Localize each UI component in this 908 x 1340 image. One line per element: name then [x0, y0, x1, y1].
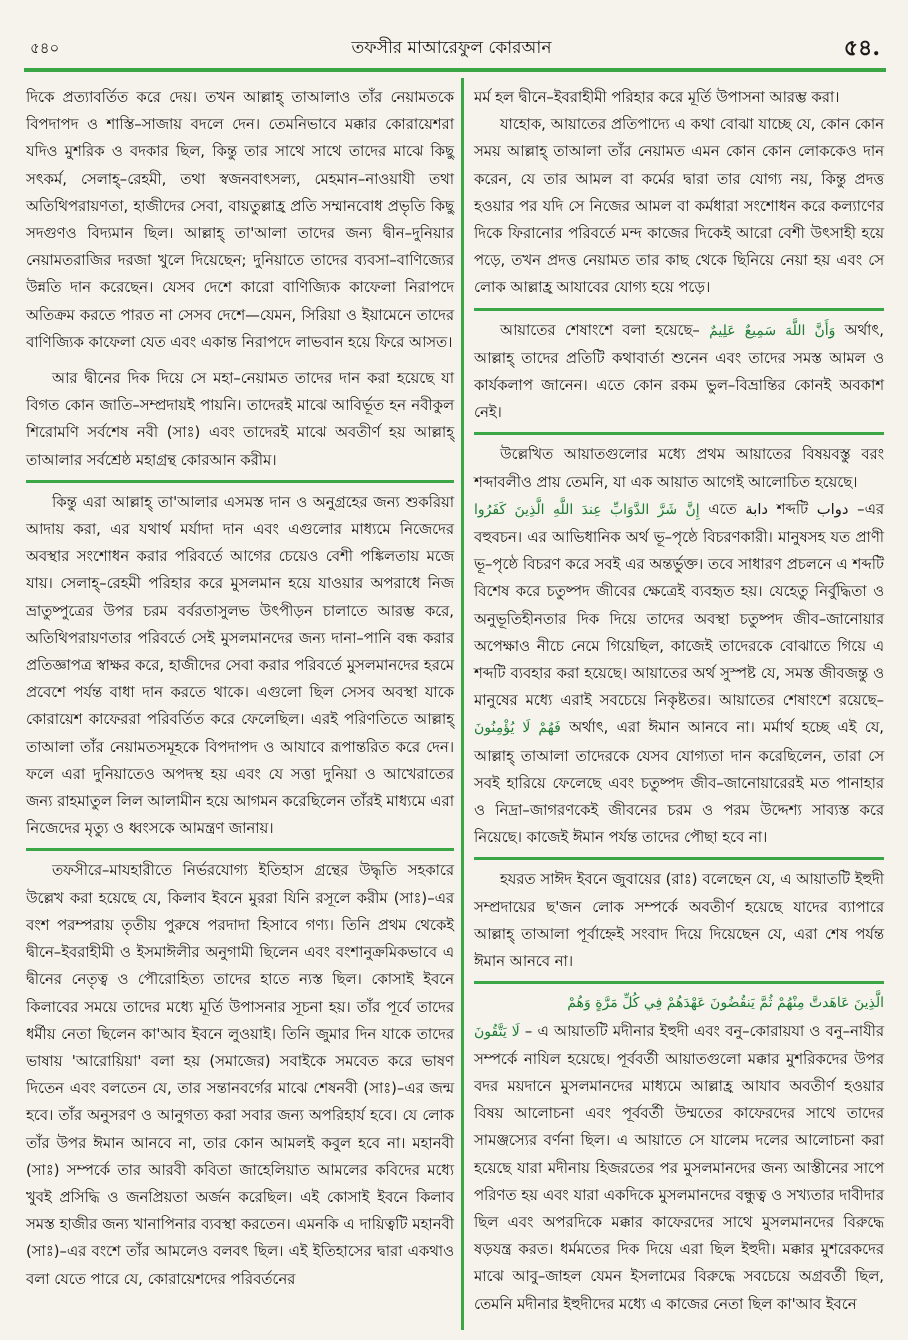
left-column — [26, 84, 454, 1293]
arabic-verse-5: لَا يَتَّقُونَ — [474, 1023, 520, 1040]
right-paragraph-5-body: বহুবচন। এর আভিধানিক অর্থ ভূ–পৃষ্ঠে বিচরণকারী। মানুষসহ যত প্রাণী ভূ–পৃষ্ঠে বিচরণ করে সবই এর অন্তর্ভুক্ত। তবে সাধারণ প্রচলনে এ শব্দটি বিশেষ করে চতুষ্পদ জীবের ক্ষেত্রেই ব্যবহৃত হয়। যেহেতু নির্বুদ্ধিতা ও অনুভূতিহীনতার দিক দিয়ে তাদের অবস্থা চতুষ্পদ জীব–জানোয়ার অপেক্ষাও নীচে নেমে গিয়েছিল, কাজেই তাদেরকে বোঝাতে গিয়ে এ শব্দটি ব্যবহার করা হয়েছে। আয়াতের অর্থ সুস্পষ্ট যে, সমস্ত জীবজন্তু ও মানুষের মধ্যে এরাই সবচেয়ে নিকৃষ্টতর। আয়াতের শেষাংশে রয়েছে– — [474, 529, 884, 710]
page-number-right: ৫৪. — [843, 34, 880, 61]
right-paragraph-3 — [474, 317, 884, 427]
right-column — [474, 84, 884, 1318]
right-paragraph-2: যাহোক, আয়াতের প্রতিপাদ্যে এ কথা বোঝা যাচ্ছে যে, কোন কোন সময় আল্লাহ্ তাআলা তাঁর নেয়ামত এমন কোন কোন লোককেও দান করেন, যে তার আমল বা কর্মের দ্বারা তার যোগ্য নয়, কিন্তু প্রদত্ত হওয়ার পর যদি সে নিজের আমল বা কর্মধারা সংশোধন করে কল্যাণের দিকে ফিরানোর পরিবর্তে মন্দ কাজের দিকেই আরো বেশী উৎসাহী হয়ে পড়ে, তখন প্রদত্ত নেয়ামত তার কাছ থেকে ছিনিয়ে নেয়া হয় এবং সে লোক আল্লাহ্র আযাবের যোগ্য হয়ে পড়ে। — [474, 116, 884, 297]
header-rule — [24, 68, 886, 72]
paragraph-rule — [474, 981, 884, 984]
page-header — [30, 34, 880, 64]
left-paragraph-3: কিন্তু এরা আল্লাহ্ তা'আলার এসমস্ত দান ও অনুগ্রহের জন্য শুকরিয়া আদায় করা, এর যথার্থ মর্যাদা দান এবং এগুলোর মাধ্যমে নিজেদের অবস্থার সংশোধন করার পরিবর্তে আগের চেয়েও বেশী পঙ্কিলতায় মজে যায়। সেলাহ্–রেহমী পরিহার করে মুসলমান হয়ে যাওয়ার অপরাধে নিজ ভ্রাতুষ্পুত্রের উপর চরম বর্বরতাসুলভ উৎপীড়ন চালাতে আরম্ভ করে, অতিথিপরায়ণতার পরিবর্তে সেই মুসলমানদের জন্য দানা–পানি বন্ধ করার প্রতিজ্ঞাপত্র স্বাক্ষর করে, হাজীদের সেবা করার পরিবর্তে মুসলমানদের হরমে প্রবেশে পর্যন্ত বাধা দান করতে থাকে। এগুলো ছিল সেসব অবস্থা যাকে কোরায়েশ কাফেররা পরিবর্তিত করে ফেলেছিল। এরই পরিণতিতে আল্লাহ্ তাআলা তাঁর নেয়ামতসমূহকে বিপদাপদ ও আযাবে রূপান্তরিত করে দেন। ফলে এরা দুনিয়াতেও অপদস্থ হয় এবং যে সত্তা দুনিয়া ও আখেরাতের জন্য রাহমাতুল লিল আলামীন হয়ে আগমন করেছিলেন তাঁরই মাধ্যমে এরা নিজেদের মৃত্যু ও ধ্বংসকে আমন্ত্রণ জানায়। — [26, 493, 454, 838]
book-title: তফসীর মাআরেফুল কোরআন — [351, 38, 552, 58]
arabic-verse-3: فَهُمْ لَا يُؤْمِنُونَ — [474, 720, 561, 737]
right-paragraph-7 — [474, 990, 884, 1317]
arabic-verse-1: وَأَنَّ اللَّهَ سَمِيعٌ عَلِيمٌ — [709, 322, 836, 339]
arabic-verse-2: إِنَّ شَرَّ الدَّوَابِّ عِندَ اللَّهِ الَّذِينَ كَفَرُوا — [474, 501, 700, 518]
paragraph-rule — [26, 480, 454, 483]
right-paragraph-7-body: – এ আয়াতটি মদীনার ইহুদী এবং বনু–কোরায়যা ও বনু–নাযীর সম্পর্কে নাযিল হয়েছে। পূর্ববর্তী আয়াতগুলো মক্কার মুশরিকদের উপর বদর ময়দানে মুসলমানদের মাধ্যমে আল্লাহ্র আযাব অবতীর্ণ হওয়ার বিষয় আলোচনা এবং পূর্ববর্তী উম্মতের কাফেরদের সাথে তাদের সামঞ্জস্যের বর্ণনা ছিল। এ আয়াতে সে যালেম দলের আলোচনা করা হয়েছে যারা মদীনায় হিজরতের পর মুসলমানদের জন্য আস্তীনের সাপে পরিণত হয় এবং যারা একদিকে মুসলমানদের বন্ধুত্ব ও সখ্যতার দাবীদার ছিল এবং অপরদিকে মক্কার কাফেরদের সাথে মুসলমানদের বিরুদ্ধে ষড়যন্ত্র করত। ধর্মমতের দিক দিয়ে এরা ছিল ইহুদী। মক্কার মুশরেকদের মাঝে আবু–জাহল যেমন ইসলামের বিরুদ্ধে সবচেয়ে অগ্রবর্তী ছিল, তেমনি মদীনার ইহুদীদের মধ্যে এ কাজের নেতা ছিল কা'আব ইবনে — [474, 1022, 884, 1313]
right-paragraph-3-body: অর্থাৎ, আল্লাহ্ তাদের প্রতিটি কথাবার্তা শুনেন এবং তাদের সমস্ত আমল ও কার্যকলাপ জানেন। এতে কোন রকম ভুল–বিভ্রান্তির কোনই অবকাশ নেই। — [474, 321, 884, 422]
paragraph-rule — [26, 848, 454, 851]
right-paragraph-3-intro: আয়াতের শেষাংশে বলা হয়েছে– — [500, 321, 700, 339]
paragraph-rule — [474, 308, 884, 311]
arabic-verse-4: الَّذِينَ عَاهَدتَّ مِنْهُمْ ثُمَّ يَنقُضُونَ عَهْدَهُمْ فِي كُلِّ مَرَّةٍ وَهُمْ — [567, 995, 884, 1012]
right-paragraph-5 — [474, 496, 884, 852]
paragraph-rule — [474, 857, 884, 860]
right-paragraph-5-end: অর্থাৎ, এরা ঈমান আনবে না। মর্মার্থ হচ্ছে এই যে, আল্লাহ্ তাআলা তাদেরকে যেসব যোগ্যতা দান করেছিলেন, তারা সে সবই হারিয়ে ফেলেছে এবং চতুষ্পদ জীব–জানোয়ারেরই মত পানাহার ও নিদ্রা–জাগরণকেই জীবনের চরম ও পরম উদ্দেশ্য সাব্যস্ত করে নিয়েছে। কাজেই ঈমান পর্যন্ত তাদের পৌছা হবে না। — [474, 719, 884, 847]
right-paragraph-6: হযরত সাঈদ ইবনে জুবায়ের (রাঃ) বলেছেন যে, এ আয়াতটি ইহুদী সম্প্রদায়ের ছ'জন লোক সম্পর্কে অবতীর্ণ হয়েছে যাদের ব্যাপারে আল্লাহ্ তাআলা পূর্বাহ্নেই সংবাদ দিয়ে দিয়েছেন যে, এরা শেষ পর্যন্ত ঈমান আনবে না। — [474, 871, 884, 971]
right-paragraph-4: উল্লেখিত আয়াতগুলোর মধ্যে প্রথম আয়াতের বিষয়বস্তু বরং শব্দাবলীও প্রায় তেমনি, যা এক আয়াত আগেই আলোচিত হয়েছে। — [474, 446, 884, 491]
left-paragraph-1: দিকে প্রত্যাবর্তিত করে দেয়। তখন আল্লাহ্ তাআলাও তাঁর নেয়ামতকে বিপদাপদ ও শাস্তি–সাজায় বদলে দেন। তেমনিভাবে মক্কার কোরায়েশরা যদিও মুশরিক ও বদকার ছিল, কিন্তু তার সাথে সাথে তাদের মাঝে কিছু সৎকর্ম, সেলাহ্–রেহমী, তথা স্বজনবাৎসল্য, মেহমান–নাওয়াযী তথা অতিথিপরায়ণতা, হাজীদের সেবা, বায়তুল্লাহ্র প্রতি সম্মানবোধ প্রভৃতি কিছু সদগুণও বিদ্যমান ছিল। আল্লাহ্ তা'আলা তাদের জন্য দ্বীন–দুনিয়ার নেয়ামতরাজির দরজা খুলে দিয়েছেন; দুনিয়াতে তাদের ব্যবসা–বাণিজ্যের উন্নতি দান করেছেন। যেসব দেশে কারো বাণিজ্যিক কাফেলা নিরাপদে অতিক্রম করতে পারত না সেসব দেশে—যেমন, সিরিয়া ও ইয়ামেনে তাদের বাণিজ্যিক কাফেলা যেত এবং একান্ত নিরাপদে লাভবান হয়ে ফিরে আসত। — [26, 89, 454, 351]
right-paragraph-5-mid: এতে دابة শব্দটি دواب –এর — [708, 500, 884, 518]
right-paragraph-1: মর্ম হল দ্বীনে–ইবরাহীমী পরিহার করে মূর্তি উপাসনা আরম্ভ করা। — [474, 89, 840, 106]
page-number-left: ৫৪০ — [30, 38, 60, 57]
paragraph-rule — [474, 432, 884, 435]
column-divider — [461, 78, 464, 1330]
left-paragraph-4: তফসীরে–মাযহারীতে নির্ভরযোগ্য ইতিহাস গ্রন্থের উদ্ধৃতি সহকারে উল্লেখ করা হয়েছে যে, কিলাব ইবনে মুররা যিনি রসূলে করীম (সাঃ)–এর বংশ পরম্পরায় তৃতীয় পুরুষে পরদাদা হিসাবে গণ্য। তিনি প্রথম থেকেই দ্বীনে–ইবরাহীমী ও ইসমাঈলীর অনুগামী ছিলেন এবং বংশানুক্রমিকভাবে এ দ্বীনের নেতৃত্ব ও পৌরোহিত্য তাদের হাতে ন্যস্ত ছিল। কোসাই ইবনে কিলাবের সময়ে তাদের মধ্যে মূর্তি উপাসনার সূচনা হয়। তাঁর পূর্বে তাদের ধর্মীয় নেতা ছিলেন কা'আব ইবনে লুওয়াই। তিনি জুমার দিন যাকে তাদের ভাষায় 'আরোয়িয়া' বলা হয় (সমাজের) সবাইকে সমবেত করে ভাষণ দিতেন এবং বলতেন যে, তার সন্তানবর্গের মাঝে শেষনবী (সাঃ)–এর জন্ম হবে। তাঁর অনুসরণ ও আনুগত্য করা সবার জন্য অপরিহার্য হবে। যে লোক তাঁর উপর ঈমান আনবে না, তার কোন আমলই কবুল হবে না। মহানবী (সাঃ) সম্পর্কে তার আরবী কবিতা জাহেলিয়াত আমলের কবিদের মধ্যে খুবই প্রসিদ্ধি ও জনপ্রিয়তা অর্জন করেছিল। এই কোসাই ইবনে কিলাব সমস্ত হাজীর জন্য খানাপিনার ব্যবস্থা করতেন। এমনকি এ দায়িত্বটি মহানবী (সাঃ)–এর বংশে তাঁর আমলেও বলবৎ ছিল। এই ইতিহাসের দ্বারা একথাও বলা যেতে পারে যে, কোরায়েশদের পরিবর্তনের — [26, 862, 454, 1288]
left-paragraph-2: আর দ্বীনের দিক দিয়ে সে মহা–নেয়ামত তাদের দান করা হয়েছে যা বিগত কোন জাতি–সম্প্রদায়ই পায়নি। তাদেরই মাঝে আবির্ভূত হন নবীকুল শিরোমণি সর্বশেষ নবী (সাঃ) এবং তাদেরই মাঝে অবতীর্ণ হয় আল্লাহ্ তাআলার সর্বশ্রেষ্ঠ মহাগ্রন্থ কোরআন করীম। — [26, 370, 454, 469]
